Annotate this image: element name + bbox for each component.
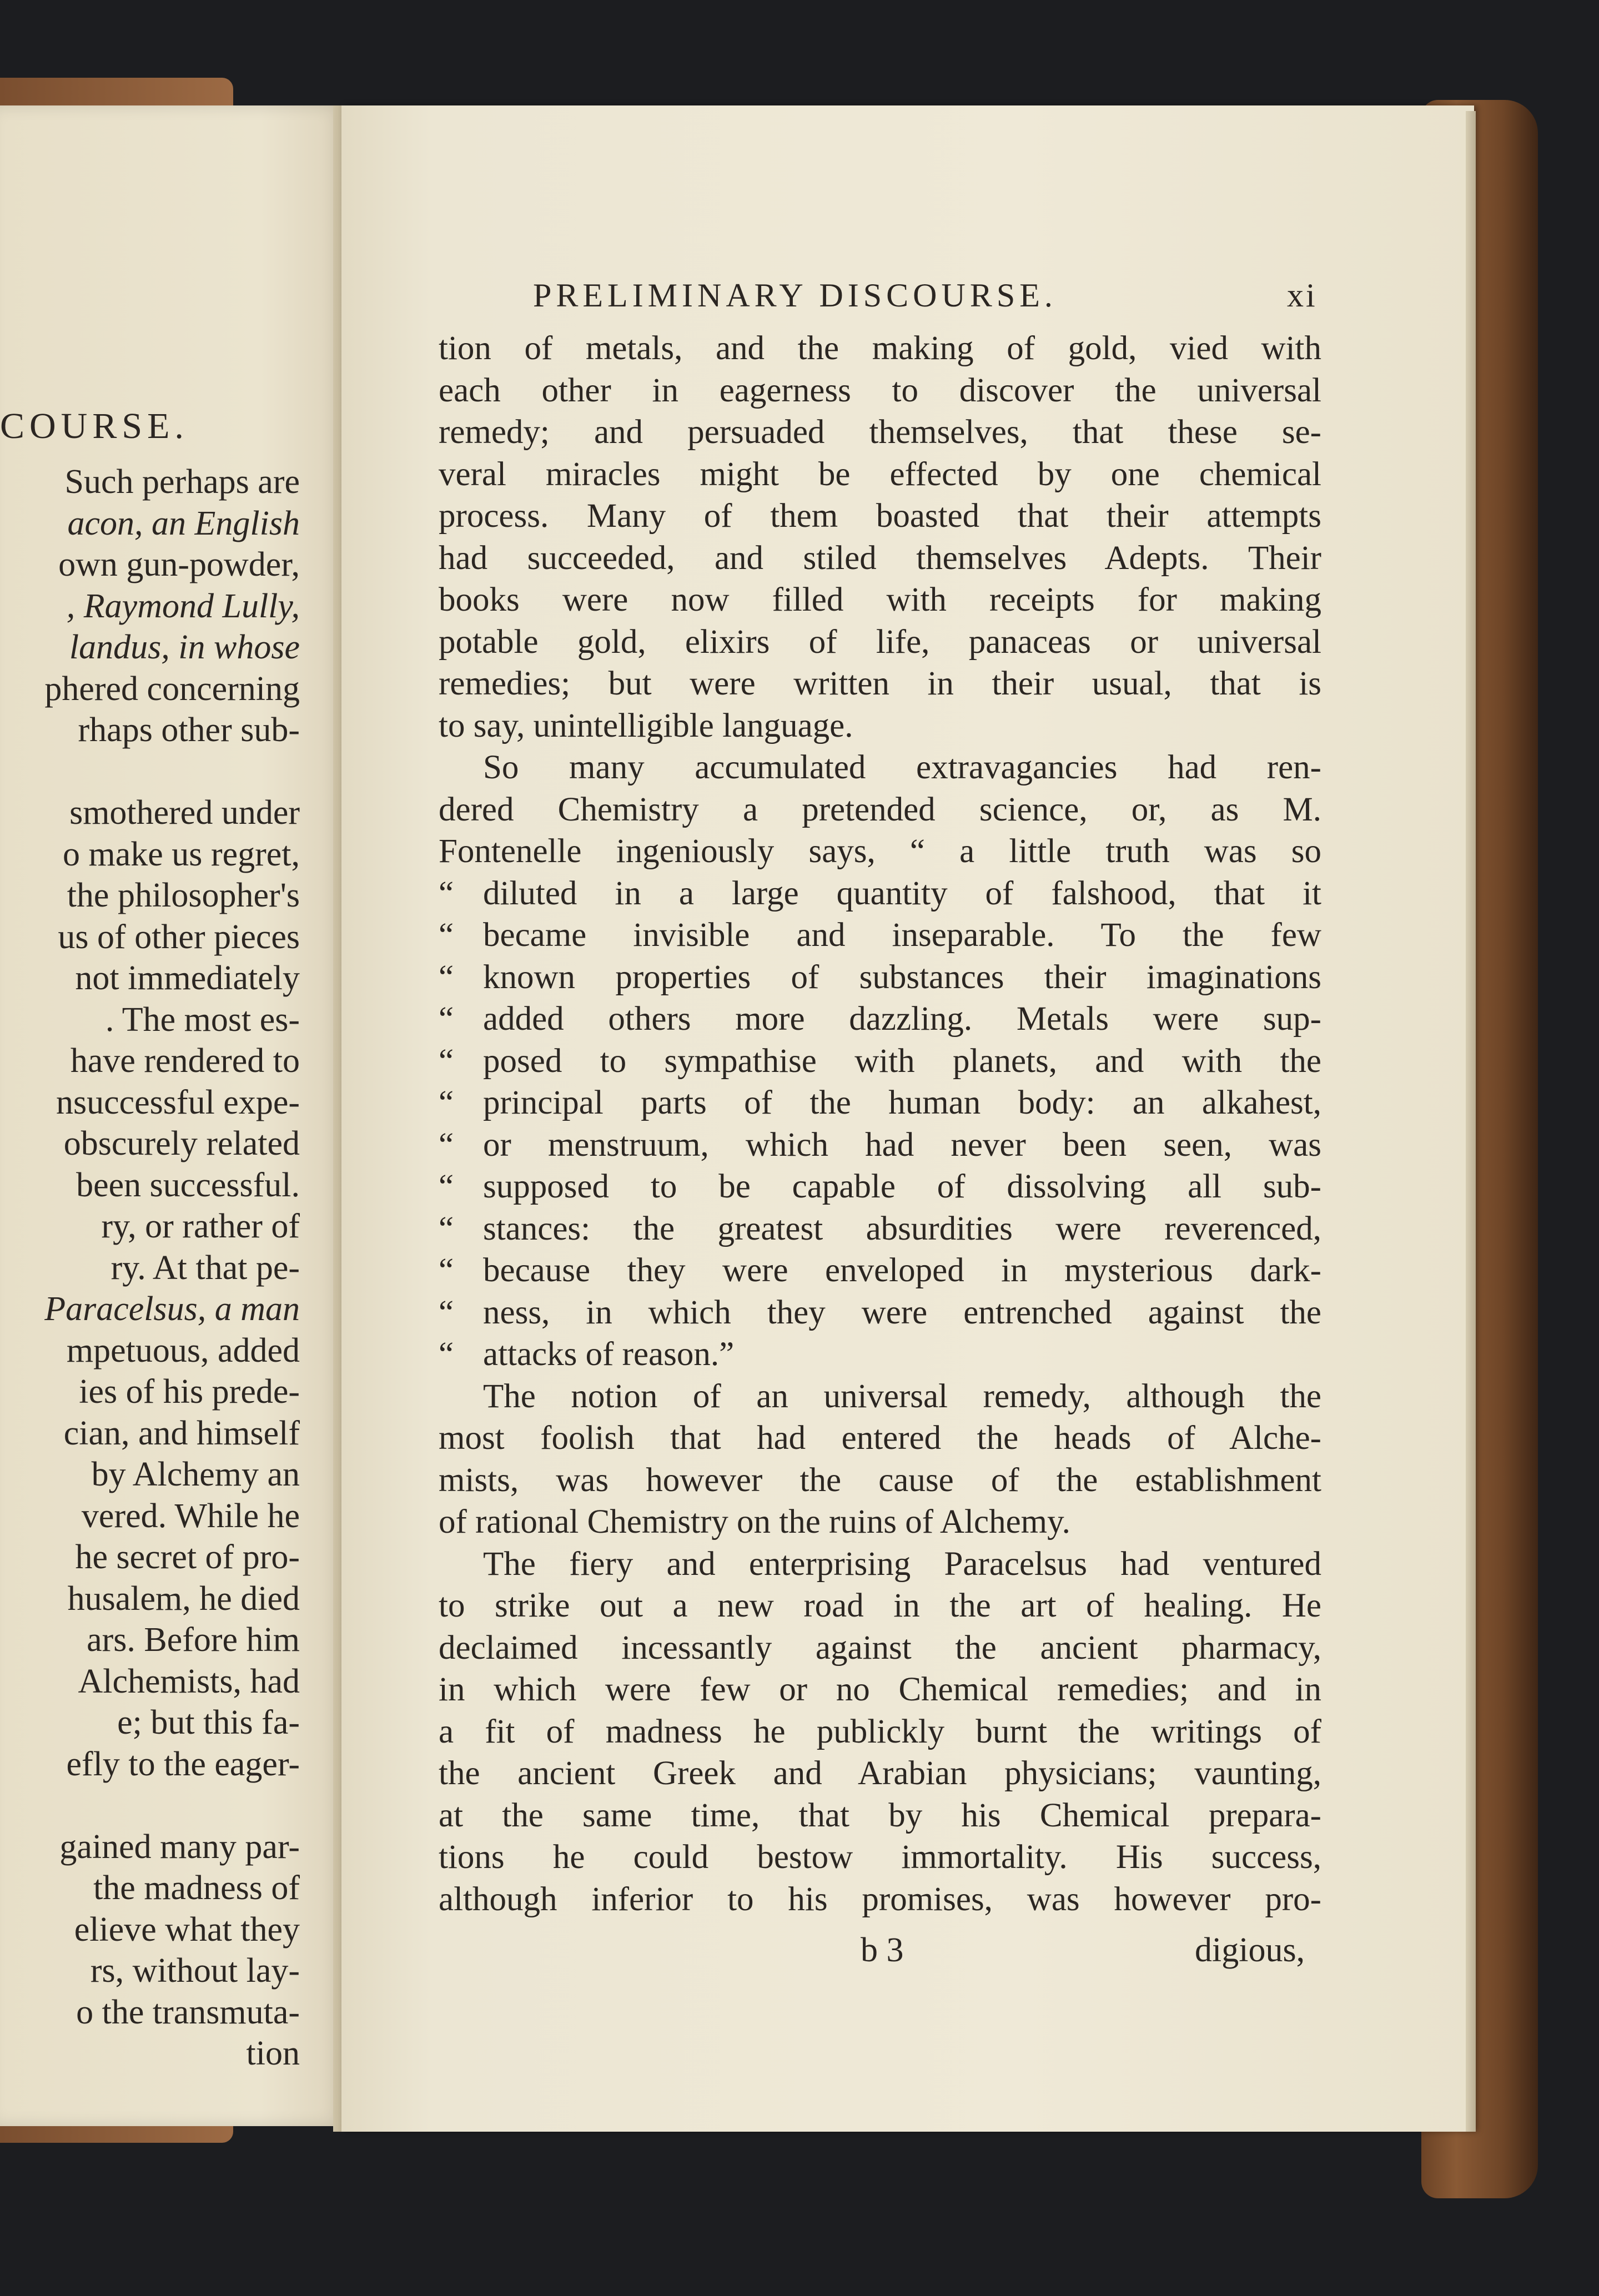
left-text-line: the madness of bbox=[93, 1869, 300, 1907]
quotation-mark: “ bbox=[439, 1168, 454, 1205]
text-line: The notion of an universal remedy, although the bbox=[483, 1377, 1321, 1415]
text-line: remedies; but were written in their usual, that is bbox=[439, 665, 1321, 702]
text-line bbox=[439, 1250, 1321, 1292]
text-line-content: stances: the greatest absurdities were reverenced, bbox=[483, 1210, 1321, 1247]
left-text-line: us of other pieces bbox=[58, 918, 300, 956]
left-text-line: tion bbox=[246, 2035, 300, 2072]
catchword: digious, bbox=[1195, 1931, 1305, 1969]
text-line bbox=[439, 873, 1321, 915]
text-line bbox=[439, 1333, 734, 1376]
left-running-head: COURSE. bbox=[0, 406, 189, 446]
text-line: The fiery and enterprising Paracelsus had ventured bbox=[483, 1545, 1321, 1583]
text-line bbox=[439, 1040, 1321, 1082]
left-text-line: cian, and himself bbox=[63, 1414, 300, 1452]
left-text-line: ry. At that pe- bbox=[110, 1248, 300, 1287]
left-page bbox=[0, 105, 347, 2126]
text-line: had succeeded, and stiled themselves Adepts. Their bbox=[439, 539, 1321, 577]
left-text-line: have rendered to bbox=[70, 1042, 300, 1080]
left-text-line: Paracelsus, a man bbox=[44, 1290, 300, 1328]
quotation-mark: “ bbox=[439, 958, 454, 996]
text-line-content: principal parts of the human body: an alkahest, bbox=[483, 1084, 1321, 1121]
left-text-line: by Alchemy an bbox=[91, 1456, 300, 1493]
text-line bbox=[439, 998, 1321, 1040]
text-line: of rational Chemistry on the ruins of Alchemy. bbox=[439, 1503, 1070, 1540]
text-line-content: added others more dazzling. Metals were sup- bbox=[483, 1000, 1321, 1038]
left-text-line: phered concerning bbox=[44, 669, 300, 708]
left-text-line: elieve what they bbox=[74, 1910, 300, 1948]
text-line: mists, was however the cause of the establishment bbox=[439, 1461, 1321, 1499]
left-text-line: mpetuous, added bbox=[66, 1331, 300, 1369]
page-fore-edge bbox=[1466, 111, 1476, 2132]
text-line: the ancient Greek and Arabian physicians; vaunting, bbox=[439, 1755, 1321, 1792]
text-line: veral miracles might be effected by one chemical bbox=[439, 455, 1321, 493]
text-line-content: supposed to be capable of dissolving all sub- bbox=[483, 1168, 1321, 1205]
quotation-mark: “ bbox=[439, 1084, 454, 1121]
quotation-mark: “ bbox=[439, 1000, 454, 1038]
text-line: most foolish that had entered the heads of Alche- bbox=[439, 1419, 1321, 1457]
left-text-line: e; but this fa- bbox=[117, 1704, 300, 1741]
text-line: although inferior to his promises, was however pro- bbox=[439, 1880, 1321, 1918]
text-line-content: because they were enveloped in mysterious dark- bbox=[483, 1252, 1321, 1289]
left-text-line: husalem, he died bbox=[67, 1579, 300, 1618]
text-line-content: diluted in a large quantity of falshood, that it bbox=[483, 874, 1321, 912]
left-text-line: nsuccessful expe- bbox=[56, 1083, 300, 1121]
text-line bbox=[439, 1292, 1321, 1334]
text-line: to say, unintelligible language. bbox=[439, 707, 853, 744]
text-line: process. Many of them boasted that their attempts bbox=[439, 497, 1321, 535]
left-text-line: efly to the eager- bbox=[66, 1745, 300, 1783]
quotation-mark: “ bbox=[439, 917, 454, 954]
text-line: in which were few or no Chemical remedies; and in bbox=[439, 1671, 1321, 1708]
text-line: So many accumulated extravagancies had ren- bbox=[483, 749, 1321, 786]
text-line bbox=[439, 1124, 1321, 1166]
text-line: Fontenelle ingeniously says, “ a little truth was so bbox=[439, 833, 1321, 870]
text-line: books were now filled with receipts for making bbox=[439, 581, 1321, 618]
signature-mark: b 3 bbox=[861, 1931, 904, 1969]
text-line: at the same time, that by his Chemical prepara- bbox=[439, 1796, 1321, 1834]
text-line: tion of metals, and the making of gold, vied with bbox=[439, 330, 1321, 367]
text-line bbox=[439, 1208, 1321, 1250]
text-line-content: became invisible and inseparable. To the few bbox=[483, 917, 1321, 954]
text-line: tions he could bestow immortality. His success, bbox=[439, 1839, 1321, 1876]
text-line bbox=[439, 1082, 1321, 1124]
text-line: dered Chemistry a pretended science, or, as M. bbox=[439, 790, 1321, 828]
left-text-line: o make us regret, bbox=[63, 835, 300, 873]
left-text-line: acon, an English bbox=[67, 504, 300, 542]
left-text-line: obscurely related bbox=[63, 1125, 300, 1162]
left-text-line: gained many par- bbox=[59, 1827, 300, 1866]
quotation-mark: “ bbox=[439, 1210, 454, 1247]
left-text-line: smothered under bbox=[69, 794, 300, 832]
text-line-content: ness, in which they were entrenched against the bbox=[483, 1293, 1321, 1331]
left-text-line: the philosopher's bbox=[67, 877, 300, 914]
text-line-content: known properties of substances their imaginations bbox=[483, 958, 1321, 996]
text-line-content: posed to sympathise with planets, and with the bbox=[483, 1042, 1321, 1080]
left-text-line: , Raymond Lully, bbox=[66, 587, 300, 625]
left-text-line: vered. While he bbox=[81, 1497, 300, 1535]
left-text-line: . The most es- bbox=[105, 1000, 300, 1039]
text-line: to strike out a new road in the art of healing. He bbox=[439, 1587, 1321, 1624]
text-line: remedy; and persuaded themselves, that these se- bbox=[439, 414, 1321, 451]
left-text-line: own gun-powder, bbox=[58, 546, 300, 583]
left-text-line: landus, in whose bbox=[69, 628, 300, 666]
quotation-mark: “ bbox=[439, 1293, 454, 1331]
left-text-line: been successful. bbox=[76, 1166, 300, 1204]
quotation-mark: “ bbox=[439, 1252, 454, 1289]
text-line: declaimed incessantly against the ancient pharmacy, bbox=[439, 1629, 1321, 1666]
left-text-line: not immediately bbox=[75, 959, 300, 997]
text-line-content: or menstruum, which had never been seen, was bbox=[483, 1126, 1321, 1164]
quotation-mark: “ bbox=[439, 1126, 454, 1164]
left-text-line: Alchemists, had bbox=[78, 1662, 300, 1700]
quotation-mark: “ bbox=[439, 874, 454, 912]
running-head: PRELIMINARY DISCOURSE. bbox=[533, 277, 1057, 314]
text-line: each other in eagerness to discover the universal bbox=[439, 371, 1321, 409]
left-text-line: he secret of pro- bbox=[75, 1538, 300, 1576]
text-line bbox=[439, 956, 1321, 999]
text-line bbox=[439, 1166, 1321, 1208]
text-line: potable gold, elixirs of life, panaceas or universal bbox=[439, 623, 1321, 661]
left-text-line: ies of his prede- bbox=[79, 1373, 300, 1411]
text-line-content: attacks of reason.” bbox=[483, 1336, 735, 1373]
left-text-line: ry, or rather of bbox=[101, 1207, 300, 1245]
text-line bbox=[439, 914, 1321, 956]
left-text-line: ars. Before him bbox=[87, 1621, 300, 1659]
page-number: xi bbox=[1287, 277, 1318, 314]
left-text-line: o the transmuta- bbox=[76, 1993, 300, 2031]
left-text-line: rhaps other sub- bbox=[78, 711, 300, 749]
text-line: a fit of madness he publickly burnt the writings of bbox=[439, 1713, 1321, 1750]
left-text-line: rs, without lay- bbox=[90, 1952, 300, 1990]
left-text-line: Such perhaps are bbox=[64, 463, 300, 501]
quotation-mark: “ bbox=[439, 1042, 454, 1080]
quotation-mark: “ bbox=[439, 1336, 454, 1373]
